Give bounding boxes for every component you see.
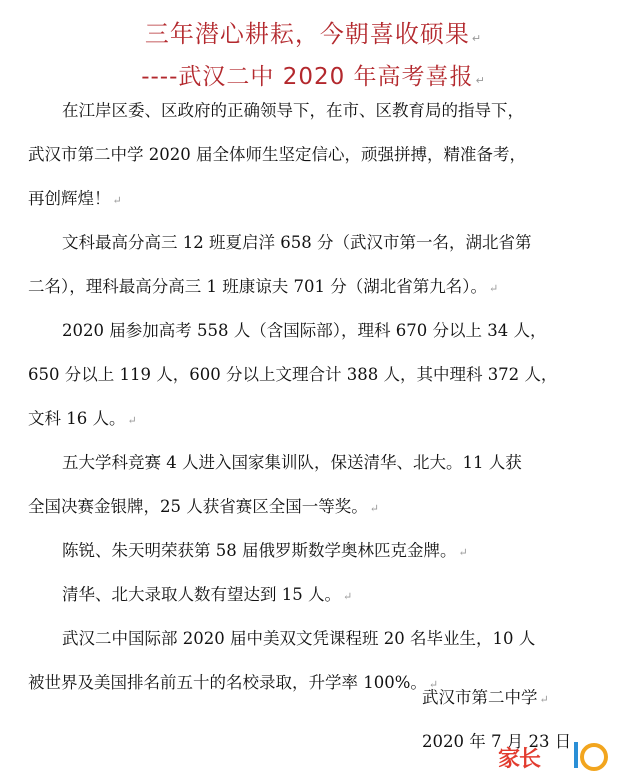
paragraph-mark-icon: ↵ — [343, 590, 353, 603]
paragraph-line: 清华、北大录取人数有望达到 15 人。 ↵ — [62, 585, 353, 604]
site-watermark-logo — [498, 740, 618, 772]
paragraph-line: 在江岸区委、区政府的正确领导下，在市、区教育局的指导下， — [62, 101, 524, 120]
paragraph-mark-icon: ↵ — [488, 282, 499, 295]
paragraph-mark-icon: ↵ — [112, 194, 122, 207]
watermark-bar-shape — [574, 742, 578, 768]
paragraph-mark-icon: ↵ — [471, 32, 482, 45]
paragraph-line: 被世界及美国排名前五十的名校录取，升学率 100%。 ↵ — [28, 673, 439, 692]
headline-text: 三年潜心耕耘，今朝喜收硕果 — [144, 20, 470, 48]
signature-date: 2020 年 7 月 23 日 — [422, 732, 572, 751]
signature-organization: 武汉市第二中学 ↵ — [422, 688, 549, 707]
paragraph-line: 武汉市第二中学 2020 届全体师生坚定信心，顽强拼搏，精准备考， — [28, 145, 526, 164]
paragraph-mark-icon: ↵ — [458, 546, 468, 559]
paragraph-line: 文科 16 人。 ↵ — [28, 409, 137, 428]
paragraph-mark-icon: ↵ — [428, 678, 439, 691]
paragraph-line: 武汉二中国际部 2020 届中美双文凭课程班 20 名毕业生，10 人 — [62, 629, 536, 648]
paragraph-line: 陈锐、朱天明荣获第 58 届俄罗斯数学奥林匹克金牌。 ↵ — [62, 541, 468, 560]
paragraph-mark-icon: ↵ — [475, 74, 485, 87]
paragraph-mark-icon: ↵ — [127, 414, 137, 427]
headline — [0, 14, 626, 49]
paragraph-line: 二名），理科最高分高三 1 班康谅夫 701 分（湖北省第九名）。 ↵ — [28, 277, 499, 296]
paragraph-line: 650 分以上 119 人，600 分以上文理合计 388 人，其中理科 372 人， — [28, 365, 558, 384]
paragraph-line: 文科最高分高三 12 班夏启洋 658 分（武汉市第一名，湖北省第 — [62, 233, 532, 252]
paragraph-mark-icon: ↵ — [539, 693, 549, 706]
watermark-ring-icon — [580, 743, 608, 771]
subheadline — [0, 58, 626, 91]
paragraph-mark-icon: ↵ — [369, 502, 379, 515]
watermark-text: 家长 — [498, 747, 541, 772]
paragraph-line: 全国决赛金银牌，25 人获省赛区全国一等奖。 ↵ — [28, 497, 379, 516]
paragraph-line: 五大学科竞赛 4 人进入国家集训队，保送清华、北大。11 人获 — [62, 453, 522, 472]
subheadline-text: ----武汉二中 2020 年高考喜报 — [141, 64, 474, 90]
paragraph-line: 2020 届参加高考 558 人（含国际部），理科 670 分以上 34 人， — [62, 321, 547, 340]
paragraph-line: 再创辉煌！ ↵ — [28, 189, 122, 208]
